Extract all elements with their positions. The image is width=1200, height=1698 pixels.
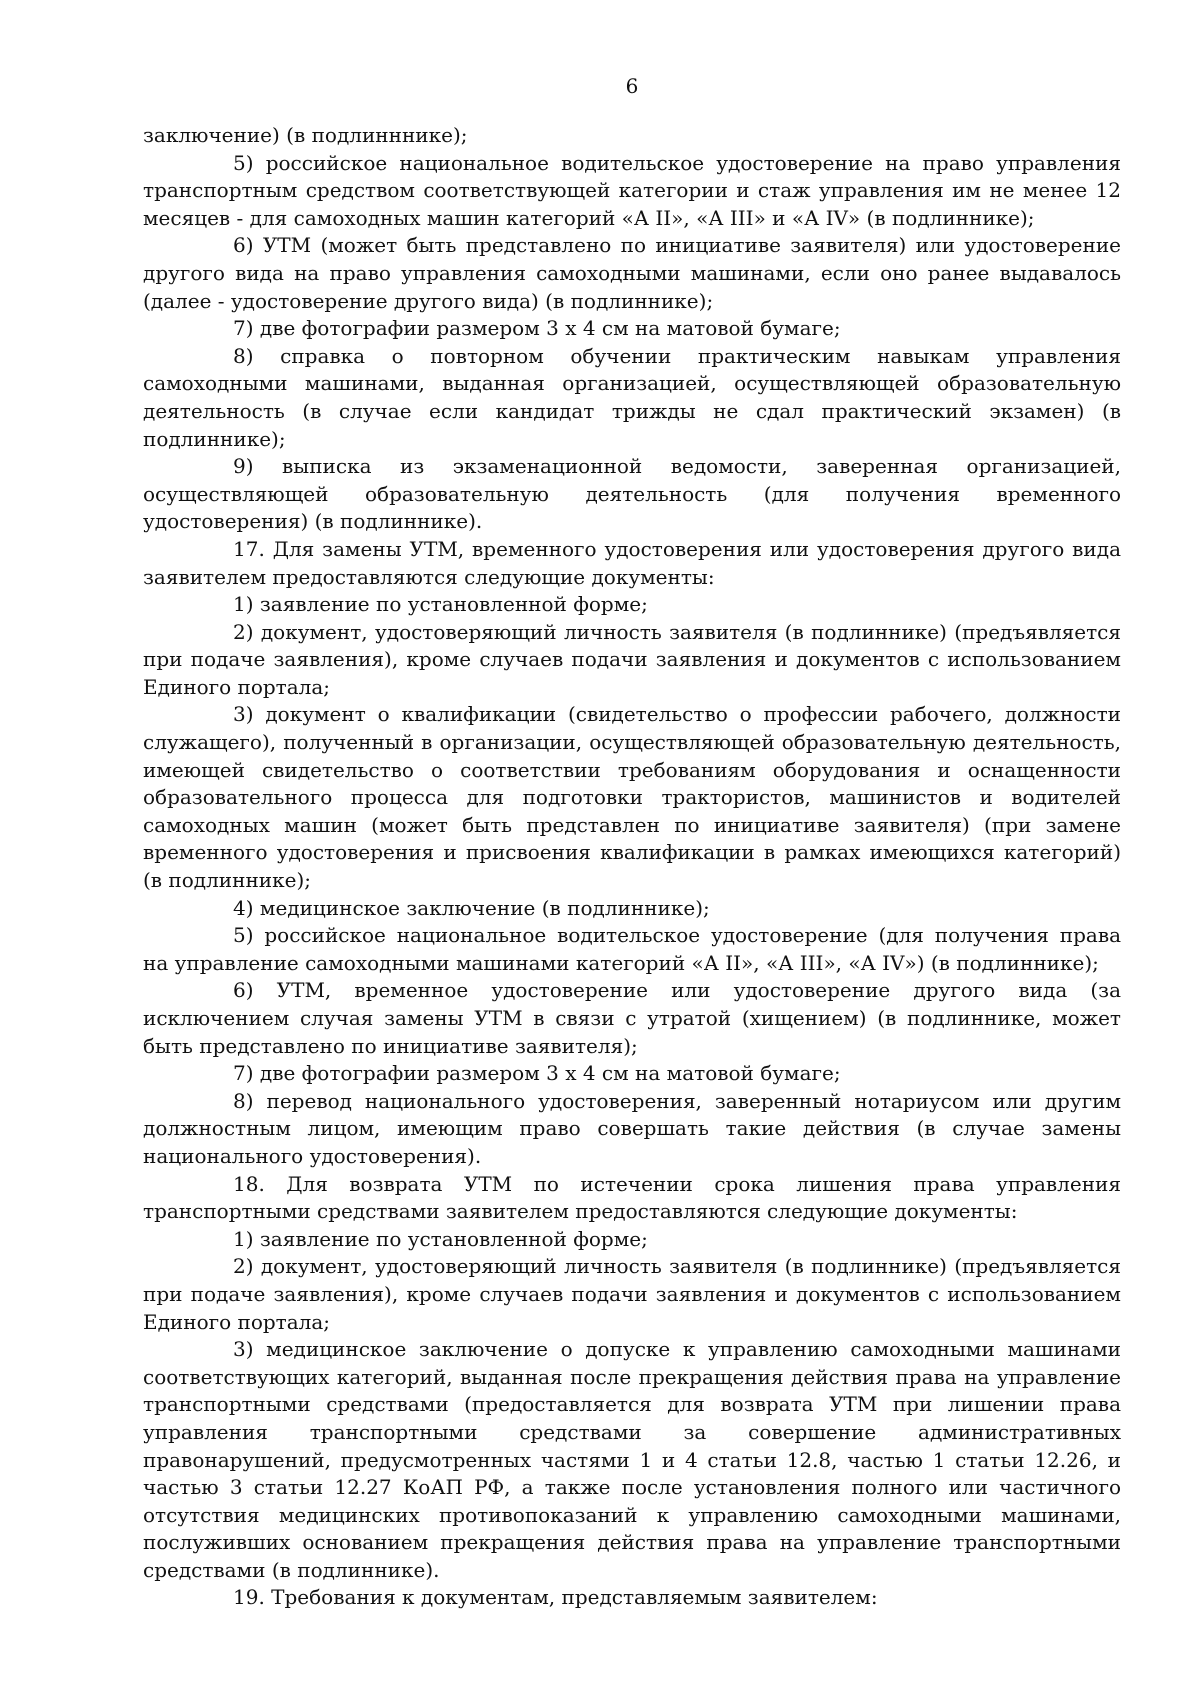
paragraph: 18. Для возврата УТМ по истечении срока лишения права управления транспортными средствами заявителем предоставляются следующие документы: [143,1171,1121,1224]
paragraph: 3) медицинское заключение о допуске к управлению самоходными машинами соответствующих категорий, выданная после прекращения действия права на управление транспортными средствами (предоставляется для возврата УТМ при лишении права управления транспортными средствами за совершение административных правонарушений, предусмотренных частями 1 и 4 статьи 12.8, частью 1 статьи 12.26, и частью 3 статьи 12.27 КоАП РФ, а также после установления полного или частичного отсутствия медицинских противопоказаний к управлению самоходными машинами, послуживших основанием прекращения действия права на управление транспортными средствами (в подлиннике). [143,1337,1121,1582]
paragraph: 17. Для замены УТМ, временного удостоверения или удостоверения другого вида заявителем предоставляются следующие документы: [143,536,1121,589]
paragraph: 9) выписка из экзаменационной ведомости, заверенная организацией, осуществляющей образовательную деятельность (для получения временного удостоверения) (в подлиннике). [143,454,1121,534]
document-page [143,72,1121,1612]
paragraph: заключение) (в подлинннике); [143,123,468,147]
paragraph: 6) УТМ, временное удостоверение или удостоверение другого вида (за исключением случая замены УТМ в связи с утратой (хищением) (в подлиннике, может быть представлено по инициативе заявителя); [143,978,1121,1058]
paragraph: 5) российское национальное водительское удостоверение (для получения права на управление самоходными машинами категорий «А II», «А III», «А IV») (в подлиннике); [143,923,1121,975]
paragraph: 7) две фотографии размером 3 х 4 см на матовой бумаге; [233,1061,841,1086]
paragraph: 7) две фотографии размером 3 х 4 см на матовой бумаге; [233,316,841,341]
paragraph: 8) перевод национального удостоверения, заверенный нотариусом или другим должностным лицом, имеющим право совершать такие действия (в случае замены национального удостоверения). [143,1088,1121,1168]
paragraph: 2) документ, удостоверяющий личность заявителя (в подлиннике) (предъявляется при подаче заявления), кроме случаев подачи заявления и документов с использованием Единого портала; [143,1254,1121,1334]
paragraph: 5) российское национальное водительское удостоверение на право управления транспортным средством соответствующей категории и стаж управления им не менее 12 месяцев - для самоходных машин категорий «А II», «А III» и «А IV» (в подлиннике); [143,150,1121,230]
paragraph: 19. Требования к документам, представляемым заявителем: [233,1585,878,1610]
paragraph: 1) заявление по установленной форме; [233,592,648,617]
document-body [143,122,1121,1612]
paragraph: 4) медицинское заключение (в подлиннике); [233,895,710,920]
paragraph: 8) справка о повторном обучении практическим навыкам управления самоходными машинами, выданная организацией, осуществляющей образовательную деятельность (в случае если кандидат трижды не сдал практический экзамен) (в подлиннике); [143,343,1121,451]
paragraph: 6) УТМ (может быть представлено по инициативе заявителя) или удостоверение другого вида на право управления самоходными машинами, если оно ранее выдавалось (далее - удостоверение другого вида) (в подлиннике); [143,233,1121,313]
paragraph: 2) документ, удостоверяющий личность заявителя (в подлиннике) (предъявляется при подаче заявления), кроме случаев подачи заявления и документов с использованием Единого портала; [143,619,1121,699]
paragraph: 1) заявление по установленной форме; [233,1226,648,1251]
paragraph: 3) документ о квалификации (свидетельство о профессии рабочего, должности служащего), полученный в организации, осуществляющей образовательную деятельность, имеющей свидетельство о соответствии требованиям оборудования и оснащенности образовательного процесса для подготовки трактористов, машинистов и водителей самоходных машин (может быть представлен по инициативе заявителя) (при замене временного удостоверения и присвоения квалификации в рамках имеющихся категорий) (в подлиннике); [143,702,1121,893]
page-number: 6 [625,74,639,98]
